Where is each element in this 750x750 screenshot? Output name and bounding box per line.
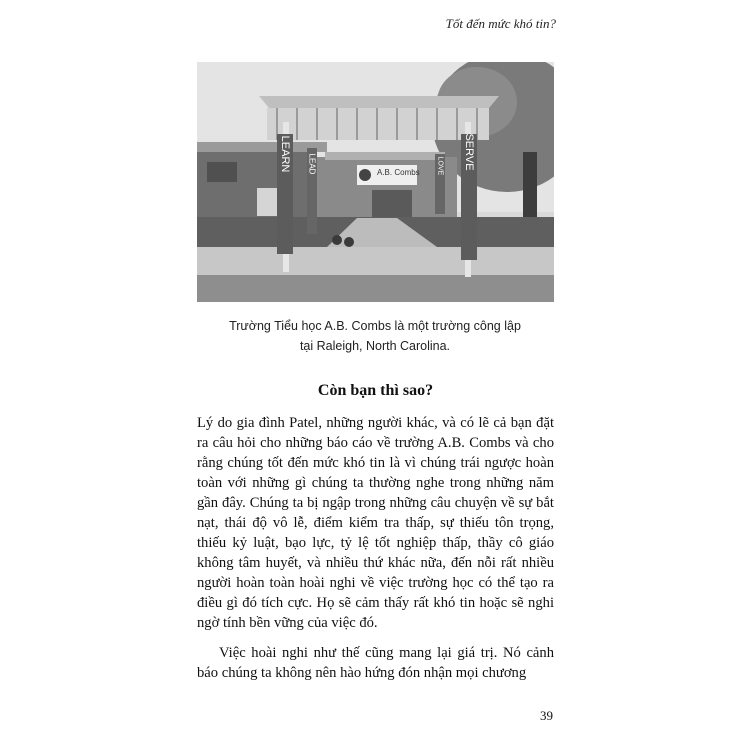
body-text (197, 413, 554, 683)
banner-lead: LEAD (307, 153, 317, 175)
photo-caption (215, 316, 535, 356)
page-number: 39 (540, 708, 553, 723)
caption-line-2: tại Raleigh, North Carolina. (299, 339, 451, 353)
sign-text: A.B. Combs (377, 168, 420, 177)
caption-line-1: Trường Tiểu học A.B. Combs là một trường công lập (229, 319, 521, 333)
paragraph-1: Lý do gia đình Patel, những người khác, và có lẽ cả bạn đặt ra câu hỏi cho những báo cáo về trường A.B. Combs và cho rằng chúng tốt đến mức khó tin là vì chúng trái ngược hoàn toàn với những gì chúng ta thường nghe trong những năm gần đây. Chúng ta bị ngập trong những câu chuyện về sự bắt nạt, thái độ vô lễ, điểm kiểm tra thấp, sự thiếu tôn trọng, thiếu kỷ luật, bạo lực, tỷ lệ tốt nghiệp thấp, thầy cô giáo không tâm huyết, và nhiều thứ khác nữa, đến nỗi rất nhiều người hoàn toàn hoài nghi về việc trường học có thể tạo ra điều gì đó tích cực. Họ sẽ cảm thấy rất khó tin hoặc sẽ nghi ngờ tính bền vững của việc đó. (197, 415, 554, 631)
running-head: Tốt đến mức khó tin? (445, 16, 556, 31)
banner-love: LOVE (436, 156, 444, 176)
school-photo (197, 62, 554, 302)
banner-serve: SERVE (463, 133, 475, 171)
section-heading: Còn bạn thì sao? (317, 382, 434, 399)
paragraph-2: Việc hoài nghi như thế cũng mang lại giá trị. Nó cảnh báo chúng ta không nên hào hứng đón nhận mọi chương (197, 645, 554, 681)
banner-learn: LEARN (279, 135, 291, 173)
